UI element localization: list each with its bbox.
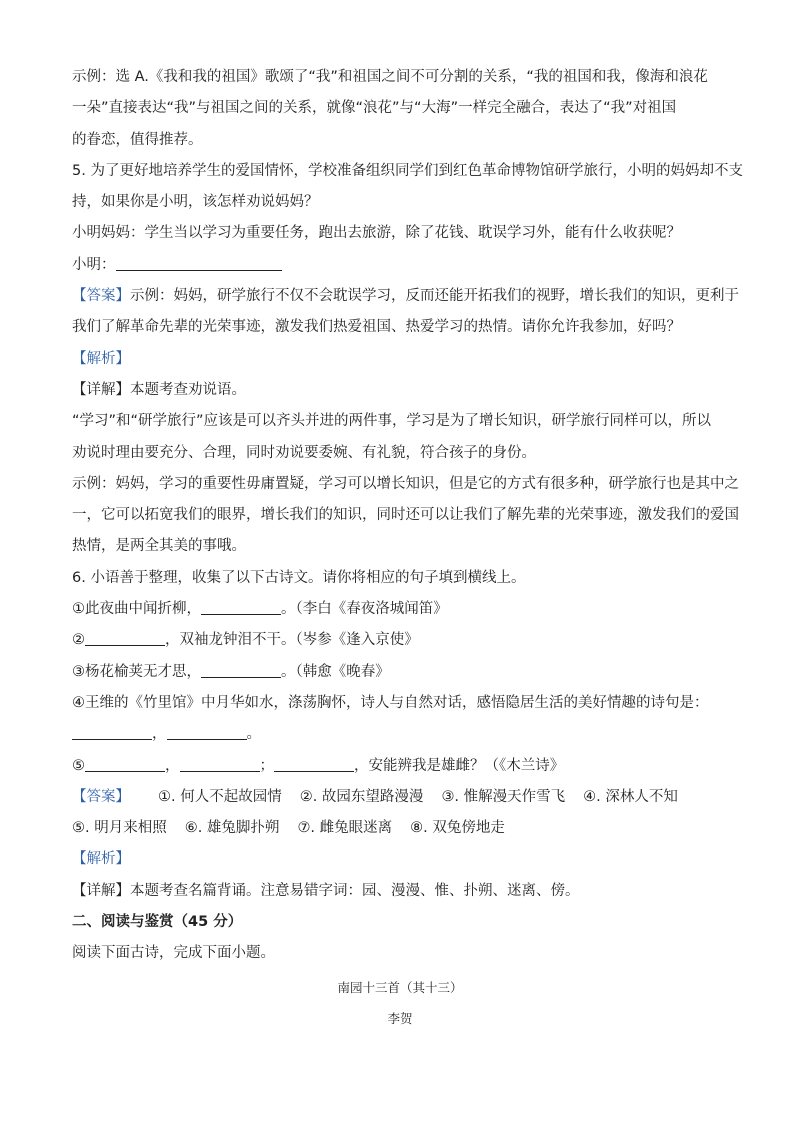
fill-blank[interactable]: [116, 254, 282, 271]
poem-text: ②: [72, 632, 85, 649]
poem-item-5: [72, 751, 728, 782]
answer-item: ①. 何人不起故园情: [158, 788, 282, 805]
answer-blank-line: [72, 250, 728, 281]
punct: ；: [259, 757, 274, 774]
answer-item: ⑧. 双兔傍地走: [410, 820, 505, 837]
poem-item-4-blanks: [72, 719, 728, 750]
poem-source: ，双袖龙钟泪不干。（岑参《逢入京使》: [165, 632, 419, 649]
poem-text: ⑤: [72, 757, 85, 774]
poem-source: ，安能辨我是雄雌？（《木兰诗》: [354, 757, 565, 774]
answer-item: ⑥. 雄兔脚扑朔: [184, 820, 280, 837]
punct: ，: [165, 757, 180, 774]
text-line: 【详解】本题考查劝说语。: [72, 381, 246, 398]
text-line: 持，如果你是小明，该怎样劝说妈妈？: [72, 194, 319, 211]
answer-row-2: [72, 813, 728, 844]
text-line: 劝说时理由要充分、合理，同时劝说要委婉、有礼貌，符合孩子的身份。: [72, 444, 536, 461]
analysis-tag: 【解析】: [72, 350, 130, 367]
answer-line: [72, 281, 739, 312]
document-page: [72, 62, 743, 1034]
fill-blank[interactable]: [180, 755, 260, 772]
prefix: 小明：: [72, 256, 116, 273]
answer-text: 示例：妈妈，研学旅行不仅不会耽误学习，反而还能开拓我们的视野，增长我们的知识，更利于: [130, 288, 739, 305]
answer-item: ⑤. 明月来相照: [72, 820, 167, 837]
text-line: 阅读下面古诗，完成下面小题。: [72, 945, 275, 962]
question-5: 5. 为了更好地培养学生的爱国情怀，学校准备组织同学们到红色革命博物馆研学旅行，小明的妈妈却不支: [72, 162, 743, 179]
answer-item: ④. 深林人不知: [583, 788, 678, 805]
poem-text: ①此夜曲中闻折柳，: [72, 601, 201, 618]
text-line: “学习”和“研学旅行”应该是可以齐头并进的两件事，学习是为了增长知识，研学旅行同样可以，所以: [72, 413, 712, 430]
poem-item-4: ④王维的《竹里馆》中月华如水，涤荡胸怀，诗人与自然对话，感悟隐居生活的美好情趣的诗句是：: [72, 694, 709, 711]
fill-blank[interactable]: [201, 661, 281, 678]
fill-blank[interactable]: [167, 723, 247, 740]
text-line: 我们了解革命先辈的光荣事迹，激发我们热爱祖国、热爱学习的热情。请你允许我参加，好吗？: [72, 319, 681, 336]
text-line: 小明妈妈：学生当以学习为重要任务，跑出去旅游，除了花钱、耽误学习外，能有什么收获呢？: [72, 225, 681, 242]
text-line: 一朵”直接表达“我”与祖国之间的关系，就像“浪花”与“大海”一样完全融合，表达了“我”对祖国: [72, 100, 677, 117]
question-6: 6. 小语善于整理，收集了以下古诗文。请你将相应的句子填到横线上。: [72, 569, 526, 586]
text-line: 的眷恋，值得推荐。: [72, 131, 203, 148]
poem-author: 李贺: [387, 1010, 413, 1026]
section-heading: 二、阅读与鉴赏（45 分）: [72, 914, 243, 931]
answer-tag: 【答案】: [72, 788, 130, 805]
fill-blank[interactable]: [201, 598, 281, 615]
poem-text: ③杨花榆荚无才思，: [72, 663, 201, 680]
answer-tag: 【答案】: [72, 288, 130, 305]
poem-source: 。（韩愈《晚春》: [281, 663, 390, 680]
poem-item-3: [72, 657, 728, 688]
fill-blank[interactable]: [85, 755, 165, 772]
answer-item: ②. 故园东望路漫漫: [299, 788, 424, 805]
text-line: 示例：选 A.《我和我的祖国》歌颂了“我”和祖国之间不可分割的关系，“我的祖国和我，像海和浪花: [72, 69, 708, 85]
fill-blank[interactable]: [85, 629, 165, 646]
analysis-tag: 【解析】: [72, 851, 130, 868]
text-line: 【详解】本题考查名篇背诵。注意易错字词：园、漫漫、惟、扑朔、迷离、傍。: [72, 882, 580, 899]
text-line: 示例：妈妈，学习的重要性毋庸置疑，学习可以增长知识，但是它的方式有很多种，研学旅行也是其中之: [72, 475, 739, 492]
answer-row-1: [72, 782, 728, 813]
answer-item: ⑦. 雌兔眼迷离: [297, 820, 393, 837]
poem-source: 。（李白《春夜洛城闻笛》: [281, 601, 448, 618]
text-line: 一，它可以拓宽我们的眼界，增长我们的知识，同时还可以让我们了解先辈的光荣事迹，激发我们的爱国: [72, 507, 739, 524]
fill-blank[interactable]: [72, 723, 152, 740]
poem-item-1: [72, 594, 728, 625]
poem-title: 南园十三首（其十三）: [337, 979, 463, 995]
fill-blank[interactable]: [274, 755, 354, 772]
answer-item: ③. 惟解漫天作雪飞: [441, 788, 566, 805]
text-line: 热情，是两全其美的事哦。: [72, 538, 246, 555]
poem-item-2: [72, 625, 728, 656]
punct: 。: [246, 726, 261, 743]
punct: ，: [152, 726, 167, 743]
